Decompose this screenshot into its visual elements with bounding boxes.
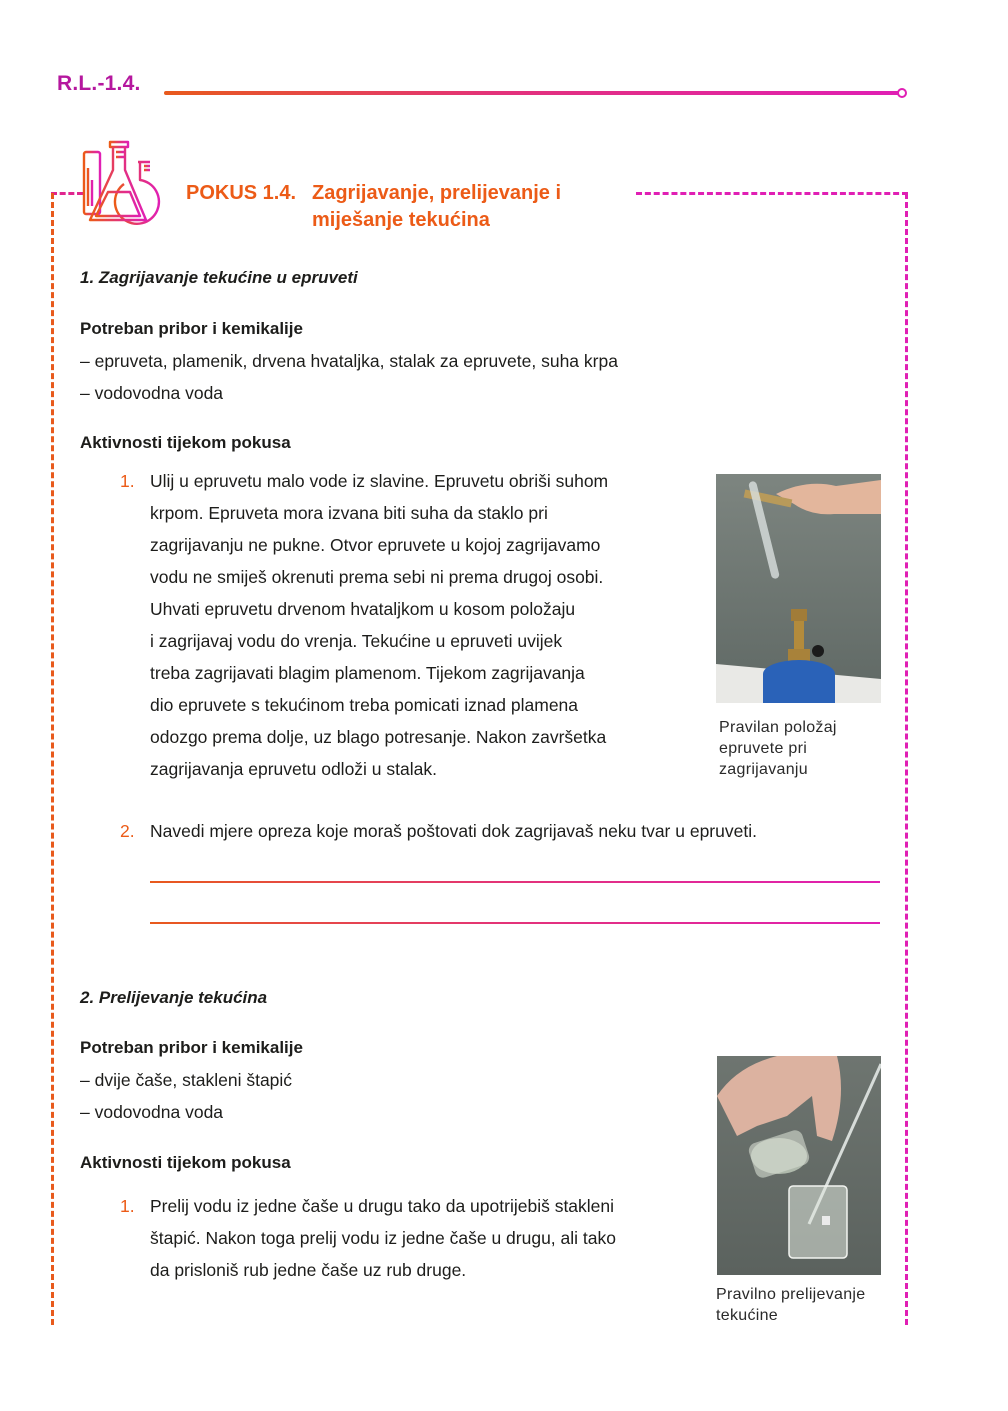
step-text-line: Navedi mjere opreza koje moraš poštovati dok zagrijavaš neku tvar u epruveti. [150, 821, 757, 841]
section-2-equipment-item: – dvije čaše, stakleni štapić [80, 1070, 293, 1090]
section-2-title: 2. Prelijevanje tekućina [80, 988, 268, 1007]
header-divider-endpoint [897, 88, 907, 98]
section-1-equipment-item: – vodovodna voda [80, 383, 224, 403]
answer-line[interactable] [150, 881, 880, 883]
section-1-equipment-item: – epruveta, plamenik, drvena hvataljka, stalak za epruvete, suha krpa [80, 351, 618, 371]
step-text [150, 1190, 616, 1286]
section-1-activities-heading: Aktivnosti tijekom pokusa [80, 433, 291, 452]
step-text-line: dio epruvete s tekućinom treba pomicati iznad plamena [150, 695, 579, 715]
step-number: 1. [120, 1196, 135, 1216]
experiment-title [186, 180, 561, 234]
caption-line: zagrijavanju [719, 761, 808, 778]
caption-line: epruvete pri [719, 740, 808, 757]
section-2-step-1 [120, 1190, 690, 1290]
experiment-title-line-1: Zagrijavanje, prelijevanje i [312, 182, 562, 204]
experiment-number: POKUS 1.4. [186, 182, 297, 204]
step-text-line: vodu ne smiješ okrenuti prema sebi ni prema drugoj osobi. [150, 567, 604, 587]
frame-border-top-left [51, 192, 83, 195]
section-2-equipment-item: – vodovodna voda [80, 1102, 224, 1122]
step-number: 2. [120, 821, 135, 841]
step-text-line: štapić. Nakon toga prelij vodu iz jedne čaše u drugu, ali tako [150, 1228, 616, 1248]
step-text-line: i zagrijavaj vodu do vrenja. Tekućine u epruveti uvijek [150, 631, 563, 651]
worksheet-code: R.L.-1.4. [57, 72, 141, 95]
caption-line: tekućine [716, 1307, 778, 1324]
frame-border-left [51, 193, 54, 1325]
lab-glassware-icon [80, 140, 172, 228]
step-text-line: da prisloniš rub jedne čaše uz rub druge. [150, 1260, 467, 1280]
step-number: 1. [120, 471, 135, 491]
section-1-equipment-heading: Potreban pribor i kemikalije [80, 319, 303, 338]
caption-line: Pravilno prelijevanje [716, 1286, 866, 1303]
step-text [150, 815, 757, 847]
test-tube-over-burner-photo [716, 474, 881, 703]
step-text-line: treba zagrijavati blagim plamenom. Tijekom zagrijavanja [150, 663, 585, 683]
answer-line[interactable] [150, 922, 880, 924]
step-text-line: zagrijavanju ne pukne. Otvor epruvete u kojoj zagrijavamo [150, 535, 601, 555]
photo-1-caption [719, 717, 837, 780]
section-1-title: 1. Zagrijavanje tekućine u epruveti [80, 268, 358, 287]
step-text-line: Prelij vodu iz jedne čaše u drugu tako da upotrijebiš stakleni [150, 1196, 615, 1216]
step-text-line: krpom. Epruveta mora izvana biti suha da staklo pri [150, 503, 548, 523]
pouring-with-glass-rod-photo [717, 1056, 881, 1275]
step-text [150, 465, 608, 785]
step-text-line: odozgo prema dolje, uz blago potresanje. Nakon završetka [150, 727, 607, 747]
section-1-step-1 [120, 465, 690, 795]
section-1-step-2 [120, 815, 880, 847]
caption-line: Pravilan položaj [719, 719, 837, 736]
photo-2-caption [716, 1284, 866, 1326]
frame-border-right [905, 193, 908, 1325]
header-divider [164, 91, 900, 95]
section-2-equipment-heading: Potreban pribor i kemikalije [80, 1038, 303, 1057]
section-2-activities-heading: Aktivnosti tijekom pokusa [80, 1153, 291, 1172]
step-text-line: zagrijavanja epruvetu odloži u stalak. [150, 759, 437, 779]
step-text-line: Ulij u epruvetu malo vode iz slavine. Epruvetu obriši suhom [150, 471, 609, 491]
frame-border-top-right [636, 192, 908, 195]
experiment-title-line-2: miješanje tekućina [312, 209, 490, 231]
step-text-line: Uhvati epruvetu drvenom hvataljkom u kosom položaju [150, 599, 576, 619]
